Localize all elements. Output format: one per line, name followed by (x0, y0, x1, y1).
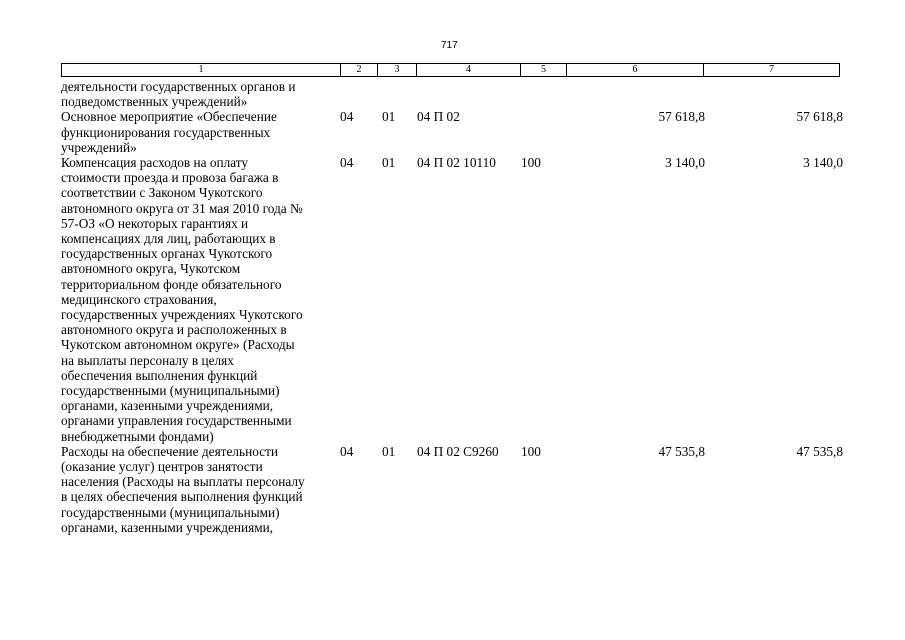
row-name-line: государственных органах Чукотского (61, 246, 273, 262)
row-name-line: органами управления государственными (61, 413, 292, 429)
row-name-line: Расходы на обеспечение деятельности (61, 443, 279, 459)
header-cell-2: 2 (340, 64, 377, 76)
header-cell-6: 6 (566, 64, 703, 76)
amount-col-7: 57 618,8 (796, 109, 843, 125)
row-name (61, 79, 343, 109)
row-name-line: Чукотском автономном округе» (Расходы (61, 337, 295, 353)
table-header (61, 63, 840, 77)
header-cell-5: 5 (520, 64, 566, 76)
header-cell-4: 4 (416, 64, 520, 76)
section-code: 04 (340, 109, 354, 125)
header-cell-7: 7 (703, 64, 839, 76)
section-code: 04 (340, 154, 354, 170)
subsection-code: 01 (382, 154, 396, 170)
table-row (0, 79, 905, 109)
row-name-line: внебюджетными фондами) (61, 428, 214, 444)
table-body (0, 79, 905, 535)
expense-type-code: 100 (521, 443, 541, 459)
expense-type-code: 100 (521, 154, 541, 170)
row-name-line: учреждений» (61, 139, 137, 155)
row-name-line: населения (Расходы на выплаты персоналу (61, 474, 305, 490)
row-name-line: в целях обеспечения выполнения функций (61, 489, 303, 505)
table-row (0, 109, 905, 155)
row-name-line: территориальном фонде обязательного (61, 276, 282, 292)
row-name-line: автономного округа, Чукотском (61, 261, 241, 277)
row-name-line: функционирования государственных (61, 124, 271, 140)
amount-col-6: 3 140,0 (665, 154, 705, 170)
row-name-line: деятельности государственных органов и (61, 79, 296, 94)
row-name-line: Компенсация расходов на оплату (61, 154, 249, 170)
row-name-line: государственных учреждениях Чукотского (61, 307, 303, 323)
table-row (0, 444, 905, 535)
row-name (61, 109, 343, 155)
row-name-line: обеспечения выполнения функций (61, 367, 258, 383)
row-name-line: государственными (муниципальными) (61, 504, 280, 520)
row-name (61, 444, 343, 535)
amount-col-7: 3 140,0 (803, 154, 843, 170)
page-number: 717 (441, 40, 458, 51)
row-name-line: соответствии с Законом Чукотского (61, 185, 263, 201)
subsection-code: 01 (382, 443, 396, 459)
row-name-line: медицинского страхования, (61, 291, 217, 307)
row-name-line: государственными (муниципальными) (61, 383, 280, 399)
section-code: 04 (340, 443, 354, 459)
amount-col-7: 47 535,8 (796, 443, 843, 459)
row-name (61, 155, 343, 444)
row-name-line: органами, казенными учреждениями, (61, 519, 274, 535)
amount-col-6: 57 618,8 (658, 109, 705, 125)
row-name-line: стоимости проезда и провоза багажа в (61, 170, 279, 186)
target-article-code: 04 П 02 (417, 109, 460, 125)
row-name-line: подведомственных учреждений» (61, 94, 248, 110)
target-article-code: 04 П 02 10110 (417, 154, 496, 170)
row-name-line: (оказание услуг) центров занятости (61, 458, 263, 474)
header-cell-1: 1 (198, 64, 204, 75)
row-name-line: 57-ОЗ «О некоторых гарантиях и (61, 215, 249, 231)
table-row (0, 155, 905, 444)
header-cell-3: 3 (377, 64, 416, 76)
row-name-line: органами, казенными учреждениями, (61, 398, 274, 414)
target-article-code: 04 П 02 С9260 (417, 443, 499, 459)
row-name-line: компенсациях для лиц, работающих в (61, 231, 276, 246)
row-name-line: на выплаты персоналу в целях (61, 352, 234, 368)
row-name-line: Основное мероприятие «Обеспечение (61, 109, 277, 125)
amount-col-6: 47 535,8 (658, 443, 705, 459)
row-name-line: автономного округа от 31 мая 2010 года № (61, 200, 303, 216)
row-name-line: автономного округа и расположенных в (61, 322, 287, 338)
subsection-code: 01 (382, 109, 396, 125)
